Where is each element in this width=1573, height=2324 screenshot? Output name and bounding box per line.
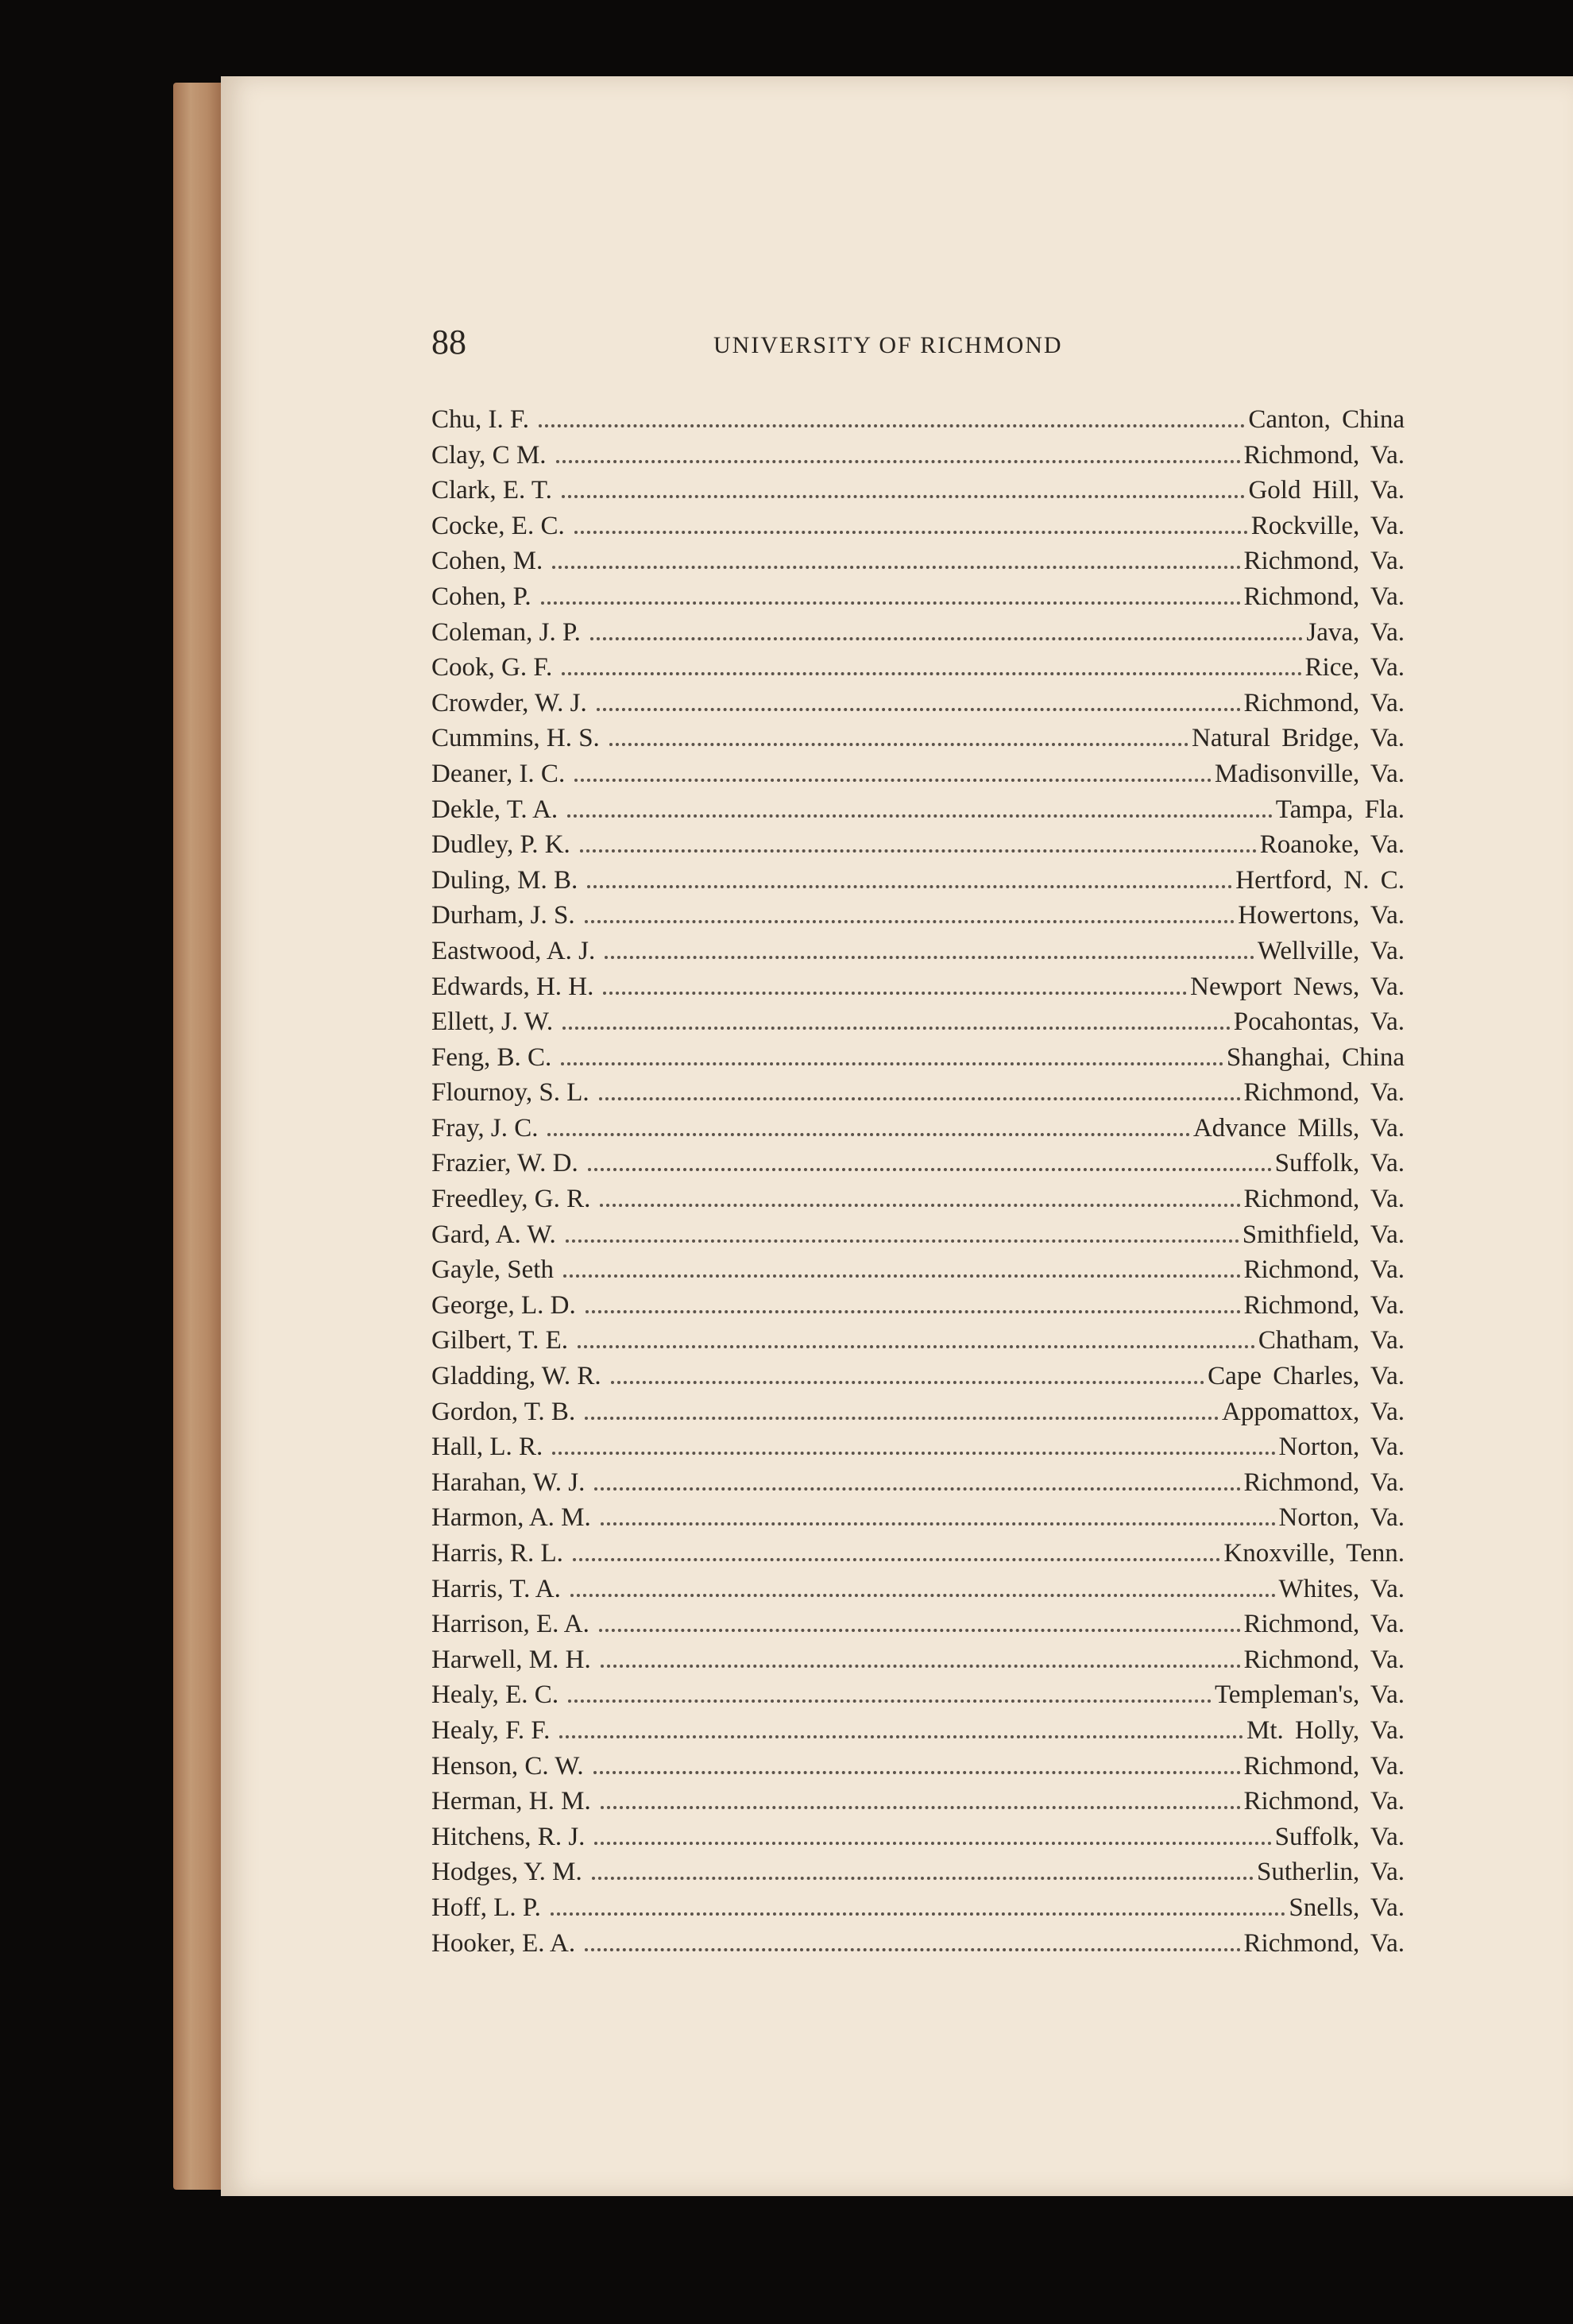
hometown: Snells, Va. — [1289, 1893, 1405, 1922]
list-item — [431, 1893, 1405, 1929]
student-name: Edwards, H. H. — [431, 972, 594, 1001]
list-item — [431, 1362, 1405, 1398]
dot-leader — [601, 1665, 1241, 1668]
hometown: Richmond, Va. — [1243, 1255, 1405, 1285]
student-name: Hall, L. R. — [431, 1433, 543, 1462]
hometown: Canton, China — [1248, 405, 1405, 434]
list-item — [431, 689, 1405, 725]
dot-leader — [605, 956, 1254, 959]
dot-leader — [592, 1877, 1254, 1880]
list-item — [431, 1149, 1405, 1185]
student-name: Hooker, E. A. — [431, 1928, 576, 1958]
dot-leader — [580, 849, 1257, 853]
hometown: Templeman's, Va. — [1214, 1680, 1405, 1710]
list-item — [431, 901, 1405, 937]
student-name: Dudley, P. K. — [431, 830, 570, 860]
dot-leader — [570, 1594, 1276, 1597]
hometown: Newport News, Va. — [1190, 972, 1405, 1001]
hometown: Richmond, Va. — [1243, 1787, 1405, 1816]
student-name: Gard, A. W. — [431, 1220, 556, 1249]
list-item — [431, 1503, 1405, 1539]
student-name: Cohen, P. — [431, 582, 531, 611]
list-item — [431, 760, 1405, 795]
dot-leader — [578, 1345, 1255, 1348]
student-name: Harahan, W. J. — [431, 1467, 586, 1497]
dot-leader — [541, 601, 1241, 605]
student-name: Feng, B. C. — [431, 1042, 552, 1072]
dot-leader — [599, 1097, 1241, 1100]
student-name: Chu, I. F. — [431, 405, 529, 434]
student-name: Dekle, T. A. — [431, 795, 558, 824]
student-name: Gordon, T. B. — [431, 1397, 576, 1426]
list-item — [431, 1752, 1405, 1788]
list-item — [431, 1185, 1405, 1220]
hometown: Smithfield, Va. — [1242, 1220, 1405, 1249]
student-name: Healy, F. F. — [431, 1715, 551, 1745]
hometown: Pocahontas, Va. — [1233, 1007, 1405, 1037]
list-item — [431, 1610, 1405, 1645]
hometown: Mt. Holly, Va. — [1246, 1715, 1405, 1745]
hometown: Hertford, N. C. — [1235, 865, 1405, 895]
hometown: Richmond, Va. — [1243, 582, 1405, 611]
hometown: Knoxville, Tenn. — [1223, 1539, 1405, 1568]
dot-leader — [588, 1168, 1272, 1171]
list-item — [431, 1858, 1405, 1893]
student-name: Fray, J. C. — [431, 1113, 539, 1143]
dot-leader — [585, 1948, 1240, 1951]
student-name: Deaner, I. C. — [431, 759, 566, 788]
dot-leader — [585, 1417, 1219, 1420]
student-name: Flournoy, S. L. — [431, 1078, 589, 1108]
dot-leader — [597, 708, 1241, 711]
list-item — [431, 1929, 1405, 1965]
hometown: Richmond, Va. — [1243, 1185, 1405, 1214]
dot-leader — [563, 1274, 1241, 1278]
dot-leader — [547, 1133, 1189, 1136]
student-name: Crowder, W. J. — [431, 688, 587, 717]
hometown: Sutherlin, Va. — [1257, 1858, 1405, 1887]
hometown: Shanghai, China — [1226, 1042, 1405, 1072]
student-name: Cocke, E. C. — [431, 511, 565, 540]
list-item — [431, 1645, 1405, 1681]
dot-leader — [586, 1310, 1241, 1313]
dot-leader — [539, 424, 1245, 427]
student-name: George, L. D. — [431, 1290, 576, 1320]
student-name: Harwell, M. H. — [431, 1645, 591, 1674]
hometown: Whites, Va. — [1278, 1574, 1405, 1603]
student-name: Hodges, Y. M. — [431, 1858, 582, 1887]
list-item — [431, 1326, 1405, 1362]
dot-leader — [552, 1452, 1275, 1455]
list-item — [431, 1787, 1405, 1823]
dot-leader — [559, 1735, 1243, 1738]
list-item — [431, 653, 1405, 689]
dot-leader — [561, 1062, 1223, 1065]
hometown: Richmond, Va. — [1243, 1610, 1405, 1639]
list-item — [431, 1575, 1405, 1611]
dot-leader — [594, 1487, 1240, 1491]
dot-leader — [585, 920, 1235, 923]
list-item — [431, 866, 1405, 902]
book-page-edge — [173, 83, 222, 2190]
student-name: Harris, T. A. — [431, 1574, 561, 1603]
list-item — [431, 795, 1405, 831]
list-item — [431, 1078, 1405, 1114]
hometown: Richmond, Va. — [1243, 1645, 1405, 1674]
student-name: Healy, E. C. — [431, 1680, 559, 1710]
dot-leader — [562, 495, 1246, 498]
hometown: Rockville, Va. — [1250, 511, 1405, 540]
hometown: Appomattox, Va. — [1222, 1397, 1405, 1426]
student-name: Duling, M. B. — [431, 865, 578, 895]
list-item — [431, 512, 1405, 547]
student-name: Henson, C. W. — [431, 1751, 584, 1781]
page-number: 88 — [431, 323, 466, 362]
running-title: UNIVERSITY OF RICHMOND — [713, 332, 1063, 358]
hometown: Norton, Va. — [1278, 1503, 1405, 1533]
list-item — [431, 1220, 1405, 1256]
hometown: Richmond, Va. — [1243, 547, 1405, 576]
hometown: Richmond, Va. — [1243, 1078, 1405, 1108]
student-name: Harrison, E. A. — [431, 1610, 589, 1639]
list-item — [431, 1433, 1405, 1468]
student-name: Gilbert, T. E. — [431, 1326, 568, 1355]
student-name: Cummins, H. S. — [431, 724, 600, 753]
dot-leader — [609, 743, 1188, 746]
dot-leader — [567, 814, 1273, 818]
dot-leader — [590, 637, 1303, 640]
hometown: Wellville, Va. — [1257, 936, 1405, 965]
list-item — [431, 476, 1405, 512]
student-name: Hoff, L. P. — [431, 1893, 541, 1922]
dot-leader — [601, 1806, 1241, 1809]
student-name: Coleman, J. P. — [431, 617, 581, 647]
student-name: Hitchens, R. J. — [431, 1822, 586, 1851]
list-item — [431, 582, 1405, 618]
dot-leader — [603, 992, 1187, 995]
hometown: Natural Bridge, Va. — [1192, 724, 1405, 753]
student-name: Herman, H. M. — [431, 1787, 591, 1816]
dot-leader — [594, 1842, 1271, 1845]
student-name: Harmon, A. M. — [431, 1503, 591, 1533]
hometown: Tampa, Fla. — [1275, 795, 1405, 824]
hometown: Richmond, Va. — [1243, 688, 1405, 717]
list-item — [431, 1468, 1405, 1504]
list-item — [431, 1007, 1405, 1043]
dot-leader — [593, 1771, 1241, 1774]
dot-leader — [556, 460, 1241, 463]
student-name: Gladding, W. R. — [431, 1362, 601, 1391]
student-name: Frazier, W. D. — [431, 1149, 578, 1178]
student-roster-list — [431, 405, 1405, 1964]
student-name: Eastwood, A. J. — [431, 936, 596, 965]
hometown: Gold Hill, Va. — [1248, 476, 1405, 505]
hometown: Richmond, Va. — [1243, 1928, 1405, 1958]
list-item — [431, 1539, 1405, 1575]
list-item — [431, 830, 1405, 866]
student-name: Gayle, Seth — [431, 1255, 554, 1285]
dot-leader — [600, 1204, 1240, 1207]
list-item — [431, 1255, 1405, 1291]
student-name: Cohen, M. — [431, 547, 543, 576]
dot-leader — [552, 566, 1240, 569]
list-item — [431, 724, 1405, 760]
list-item — [431, 1043, 1405, 1079]
dot-leader — [568, 1699, 1212, 1703]
dot-leader — [562, 1027, 1231, 1030]
dot-leader — [587, 885, 1232, 888]
hometown: Cape Charles, Va. — [1208, 1362, 1405, 1391]
list-item — [431, 441, 1405, 477]
hometown: Richmond, Va. — [1243, 440, 1405, 470]
hometown: Norton, Va. — [1278, 1433, 1405, 1462]
hometown: Rice, Va. — [1304, 653, 1405, 683]
list-item — [431, 1680, 1405, 1716]
hometown: Madisonville, Va. — [1214, 759, 1405, 788]
list-item — [431, 1291, 1405, 1327]
student-name: Ellett, J. W. — [431, 1007, 554, 1037]
dot-leader — [574, 779, 1212, 782]
student-name: Clay, C M. — [431, 440, 547, 470]
list-item — [431, 1716, 1405, 1752]
hometown: Roanoke, Va. — [1259, 830, 1405, 860]
dot-leader — [562, 672, 1301, 675]
list-item — [431, 937, 1405, 973]
dot-leader — [601, 1522, 1276, 1525]
hometown: Richmond, Va. — [1243, 1290, 1405, 1320]
dot-leader — [573, 1558, 1220, 1561]
list-item — [431, 1114, 1405, 1150]
hometown: Advance Mills, Va. — [1192, 1113, 1405, 1143]
list-item — [431, 1823, 1405, 1858]
hometown: Java, Va. — [1306, 617, 1405, 647]
student-name: Durham, J. S. — [431, 901, 575, 930]
dot-leader — [599, 1629, 1241, 1632]
student-name: Harris, R. L. — [431, 1539, 563, 1568]
hometown: Chatham, Va. — [1258, 1326, 1405, 1355]
hometown: Suffolk, Va. — [1274, 1149, 1405, 1178]
list-item — [431, 973, 1405, 1008]
dot-leader — [574, 531, 1248, 534]
hometown: Suffolk, Va. — [1274, 1822, 1405, 1851]
student-name: Freedley, G. R. — [431, 1185, 591, 1214]
dot-leader — [551, 1912, 1286, 1916]
hometown: Howertons, Va. — [1238, 901, 1405, 930]
list-item — [431, 618, 1405, 654]
list-item — [431, 547, 1405, 582]
hometown: Richmond, Va. — [1243, 1751, 1405, 1781]
dot-leader — [611, 1381, 1205, 1384]
list-item — [431, 405, 1405, 441]
dot-leader — [566, 1239, 1239, 1243]
hometown: Richmond, Va. — [1243, 1467, 1405, 1497]
student-name: Cook, G. F. — [431, 653, 553, 683]
student-name: Clark, E. T. — [431, 476, 552, 505]
list-item — [431, 1398, 1405, 1433]
